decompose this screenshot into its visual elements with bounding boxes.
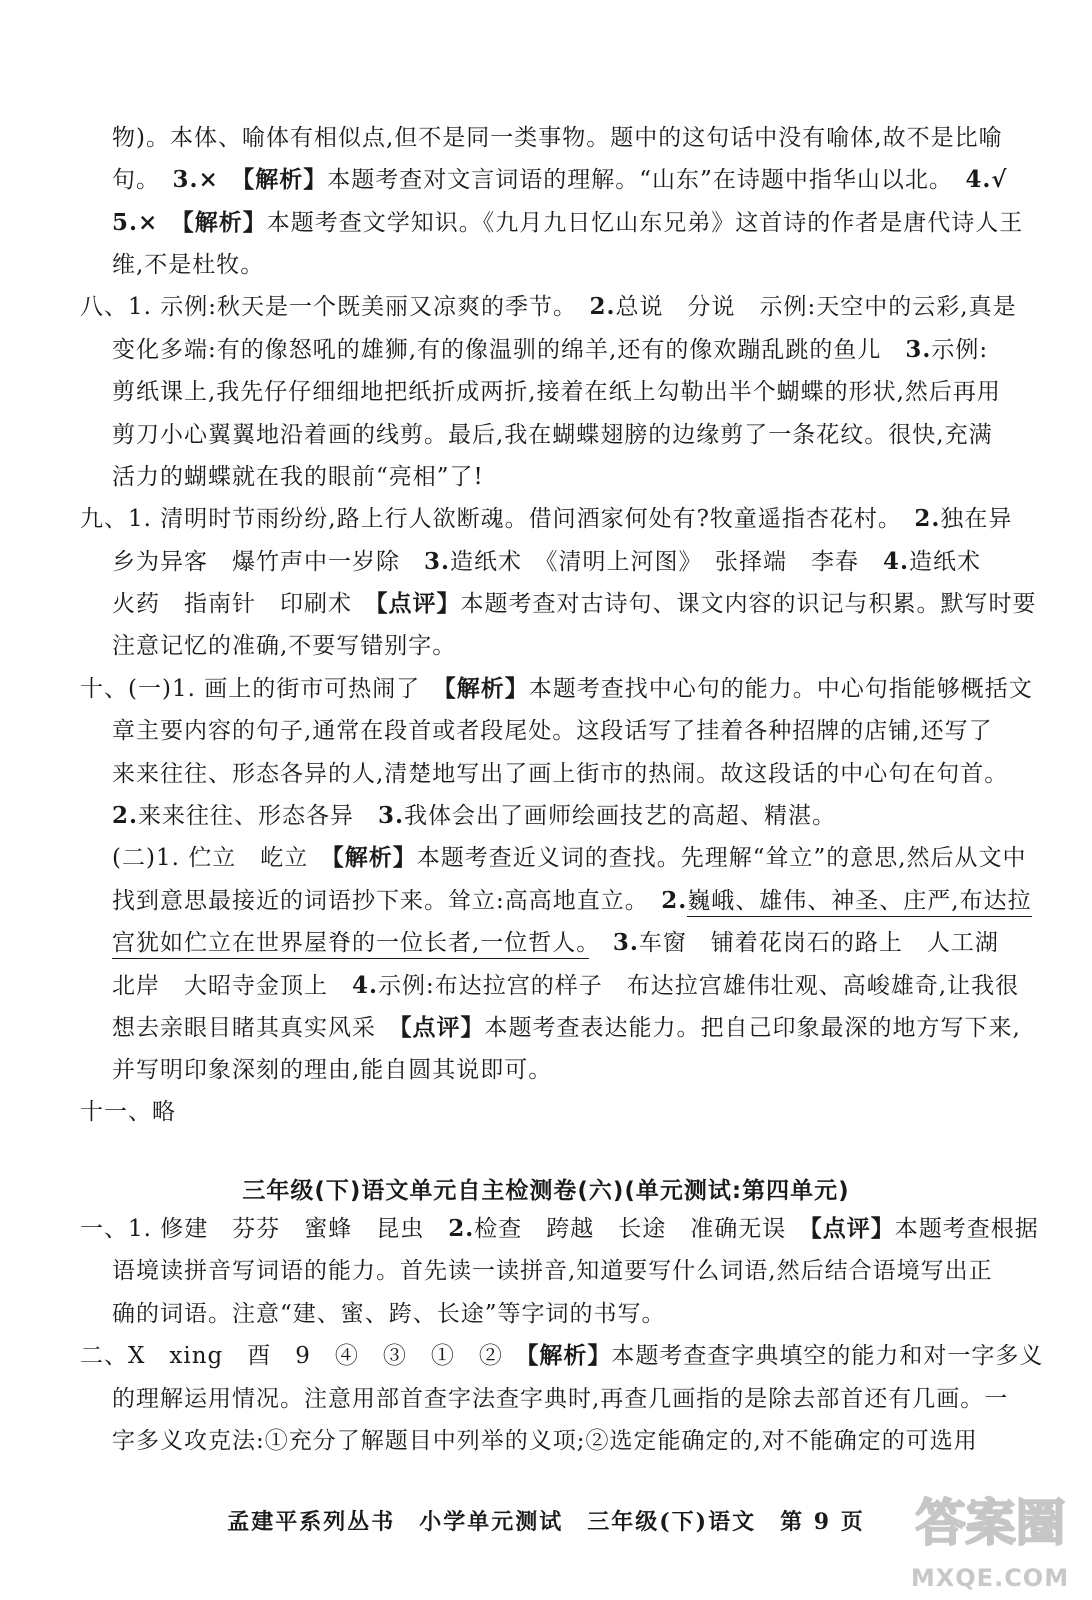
text-line: 剪刀小心翼翼地沿着画的线剪。最后,我在蝴蝶翅膀的边缘剪了一条花纹。很快,充满 — [112, 422, 993, 448]
text-line: 来来往往、形态各异的人,清楚地写出了画上街市的热闹。故这段话的中心句在句首。 — [112, 761, 1009, 787]
watermark-url: MXQE.COM — [910, 1564, 1070, 1592]
text-line: 并写明印象深刻的理由,能自圆其说即可。 — [112, 1057, 553, 1083]
text-line: 剪纸课上,我先仔仔细细地把纸折成两折,接着在纸上勾勒出半个蝴蝶的形状,然后再用 — [112, 379, 1001, 405]
text-line: 2.来来往往、形态各异 3.我体会出了画师绘画技艺的高超、精湛。 — [112, 802, 837, 829]
text-line: 活力的蝴蝶就在我的眼前“亮相”了! — [112, 464, 484, 490]
text-line: 宫犹如伫立在世界屋脊的一位长者,一位哲人。 3.车窗 铺着花岗石的路上 人工湖 — [112, 928, 999, 958]
section-9: 九、1. 清明时节雨纷纷,路上行人欲断魂。借问酒家何处有?牧童遥指杏花村。 2.独在异 — [80, 505, 1013, 532]
text-line: 字多义攻克法:①充分了解题目中列举的义项;②选定能确定的,对不能确定的可选用 — [112, 1428, 978, 1454]
watermark — [900, 1488, 1080, 1596]
text-line: 5.× 【解析】本题考查文学知识。《九月九日忆山东兄弟》这首诗的作者是唐代诗人王 — [112, 209, 1024, 236]
text-line: 变化多端:有的像怒吼的雄狮,有的像温驯的绵羊,还有的像欢蹦乱跳的鱼儿 3.示例: — [112, 336, 989, 363]
text-line: 维,不是杜牧。 — [112, 252, 265, 278]
text-line: 北岸 大昭寺金顶上 4.示例:布达拉宫的样子 布达拉宫雄伟壮观、高峻雄奇,让我很 — [112, 972, 1020, 999]
text-line: 章主要内容的句子,通常在段首或者段尾处。这段话写了挂着各种招牌的店铺,还写了 — [112, 718, 993, 744]
section-2: 二、X xing 酉 9 ④ ③ ① ② 【解析】本题考查查字典填空的能力和对一字多义 — [80, 1342, 1044, 1369]
text-line: (二)1. 伫立 屹立 【解析】本题考查近义词的查找。先理解“耸立”的意思,然后从文中 — [112, 844, 1027, 871]
section-11: 十一、略 — [80, 1099, 176, 1125]
page-footer: 孟建平系列丛书 小学单元测试 三年级(下)语文 第 9 页 — [227, 1509, 865, 1535]
unit-test-title: 三年级(下)语文单元自主检测卷(六)(单元测试:第四单元) — [242, 1178, 850, 1204]
text-line: 物)。本体、喻体有相似点,但不是同一类事物。题中的这句话中没有喻体,故不是比喻 — [112, 125, 1003, 151]
text-line: 想去亲眼目睹其真实风采 【点评】本题考查表达能力。把自己印象最深的地方写下来, — [112, 1014, 1021, 1041]
text-line: 确的词语。注意“建、蜜、跨、长途”等字词的书写。 — [112, 1301, 666, 1327]
text-line: 注意记忆的准确,不要写错别字。 — [112, 633, 457, 659]
text-line: 火药 指南针 印刷术 【点评】本题考查对古诗句、课文内容的识记与积累。默写时要 — [112, 590, 1037, 617]
section-10: 十、(一)1. 画上的街市可热闹了 【解析】本题考查找中心句的能力。中心句指能够概括文 — [80, 675, 1033, 702]
watermark-logo: 答案圈 — [915, 1494, 1066, 1552]
section-8: 八、1. 示例:秋天是一个既美丽又凉爽的季节。 2.总说 分说 示例:天空中的云彩,真是 — [80, 293, 1017, 320]
text-line: 找到意思最接近的词语抄下来。耸立:高高地直立。 2.巍峨、雄伟、神圣、庄严,布达拉 — [112, 886, 1032, 916]
section-1: 一、1. 修建 芬芬 蜜蜂 昆虫 2.检查 跨越 长途 准确无误 【点评】本题考查根据 — [80, 1215, 1039, 1242]
text-line: 乡为异客 爆竹声中一岁除 3.造纸术 《清明上河图》 张择端 李春 4.造纸术 — [112, 548, 982, 575]
text-line: 语境读拼音写词语的能力。首先读一读拼音,知道要写什么词语,然后结合语境写出正 — [112, 1258, 993, 1284]
text-line: 的理解运用情况。注意用部首查字法查字典时,再查几画指的是除去部首还有几画。一 — [112, 1386, 1009, 1412]
text-line: 句。 3.× 【解析】本题考查对文言词语的理解。“山东”在诗题中指华山以北。 4.√ — [112, 166, 1008, 193]
